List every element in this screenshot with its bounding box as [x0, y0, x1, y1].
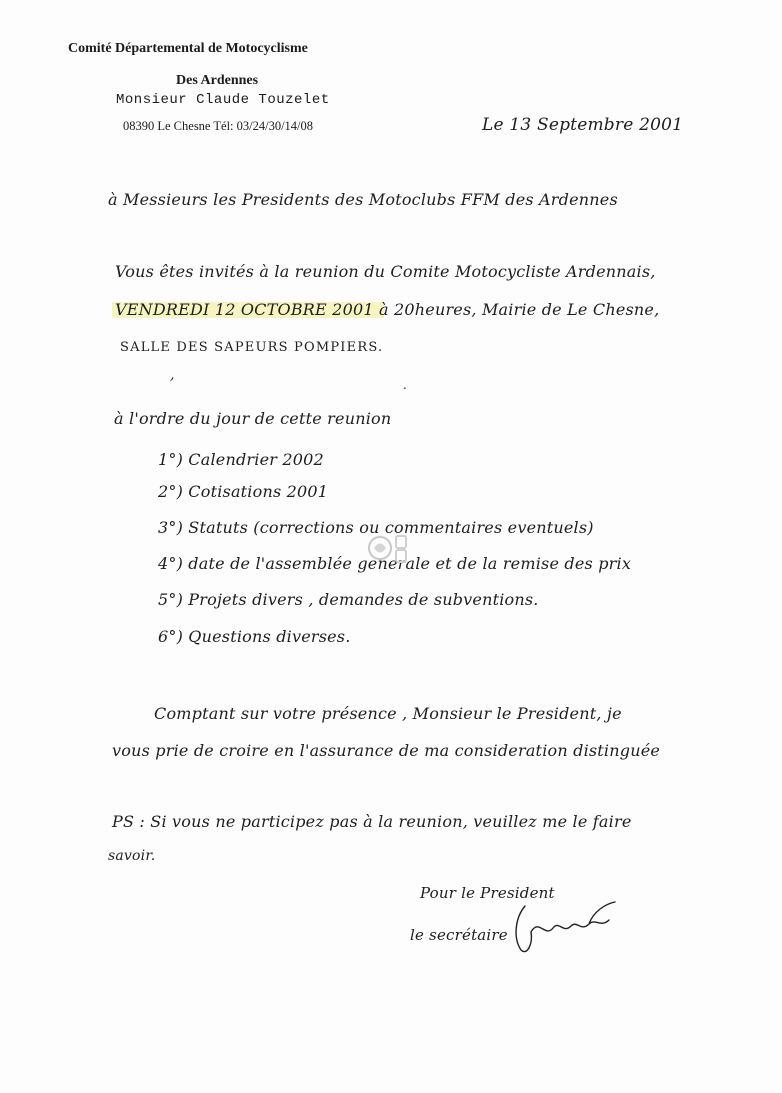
stray-mark: . [403, 378, 408, 392]
invitation-line-3: SALLE DES SAPEURS POMPIERS. [120, 340, 384, 355]
signoff-line-2: le secrétaire [410, 926, 508, 944]
signoff-line-1: Pour le President [420, 884, 555, 902]
department-name: Des Ardennes [176, 73, 259, 88]
handwritten-signature [505, 898, 625, 958]
agenda-intro: à l'ordre du jour de cette reunion [114, 409, 392, 428]
recipients-line: à Messieurs les Presidents des Motoclubs FFM des Ardennes [108, 190, 618, 209]
closing-line-1: Comptant sur votre présence , Monsieur le President, je [154, 704, 622, 723]
postscript-line-1: PS : Si vous ne participez pas à la reunion, veuillez me le faire [112, 812, 632, 831]
invitation-line-2: VENDREDI 12 OCTOBRE 2001 à 20heures, Mairie de Le Chesne, [115, 300, 660, 319]
date-line: Le 13 Septembre 2001 [482, 115, 684, 135]
invitation-line-1: Vous êtes invités à la reunion du Comite Motocycliste Ardennais, [115, 262, 656, 281]
closing-line-2: vous prie de croire en l'assurance de ma consideration distinguée [112, 741, 661, 760]
postscript-line-2: savoir. [108, 848, 156, 864]
scanner-stamp [364, 528, 420, 568]
address-line: 08390 Le Chesne Tél: 03/24/30/14/08 [123, 119, 314, 133]
agenda-item: 4°) date de l'assemblée generale et de la remise des prix [158, 554, 632, 573]
agenda-item: 5°) Projets divers , demandes de subventions. [158, 590, 539, 609]
agenda-item: 6°) Questions diverses. [158, 627, 351, 646]
org-name: Comité Départemental de Motocyclisme [68, 41, 308, 56]
agenda-item: 1°) Calendrier 2002 [158, 450, 324, 469]
stray-mark: , [170, 367, 175, 383]
agenda-item: 3°) Statuts (corrections ou commentaires eventuels) [158, 518, 594, 537]
agenda-item: 2°) Cotisations 2001 [158, 482, 329, 501]
contact-person: Monsieur Claude Touzelet [116, 92, 330, 108]
